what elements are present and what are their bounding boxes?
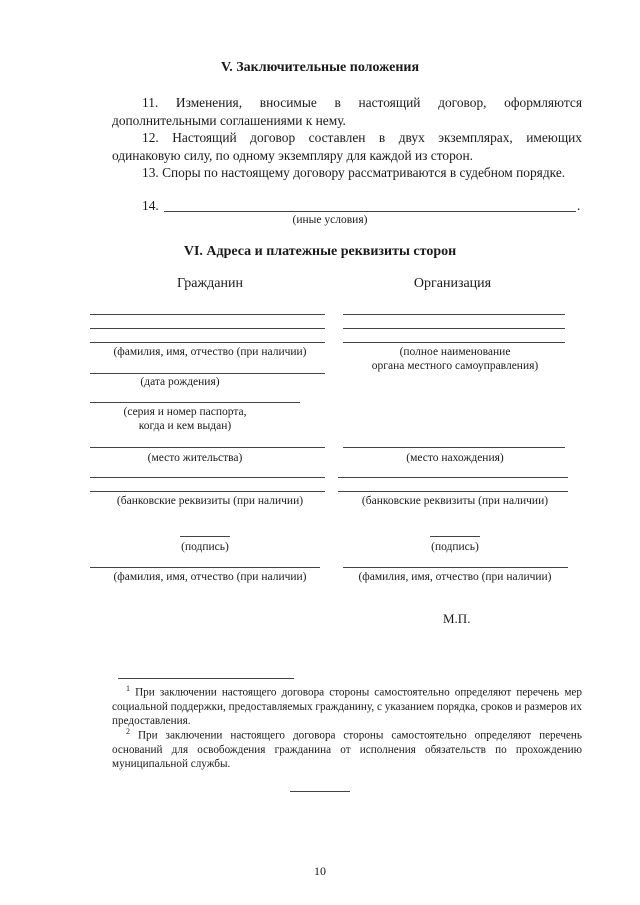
citizen-line — [90, 567, 320, 568]
org-sign-fio-caption: (фамилия, имя, отчество (при наличии) — [358, 571, 552, 583]
footnote-2-text: При заключении настоящего договора стороны самостоятельно определяют перечень оснований для освобождения гражданина от исполнения обязательств по прохождению муниципальной службы. — [112, 729, 582, 770]
citizen-heading: Гражданин — [177, 276, 243, 291]
footnote-2 — [112, 725, 582, 771]
section-5-title: V. Заключительные положения — [220, 60, 420, 75]
passport-caption-1: (серия и номер паспорта, — [123, 406, 247, 418]
org-line — [343, 342, 565, 343]
org-signature-caption: (подпись) — [431, 541, 479, 553]
org-line — [343, 328, 565, 329]
clause-13: 13. Споры по настоящему договору рассматриваются в судебном порядке. — [142, 165, 566, 180]
citizen-line — [90, 314, 325, 315]
organization-heading: Организация — [413, 276, 492, 291]
footnote-separator — [118, 678, 294, 679]
end-separator — [290, 791, 350, 792]
citizen-line — [90, 328, 325, 329]
birth-date-caption: (дата рождения) — [140, 376, 220, 388]
footnote-1-text: При заключении настоящего договора стороны самостоятельно определяют перечень мер социальной поддержки, предоставляемых гражданину, с указанием порядка, сроков и размеров их предоставления. — [112, 686, 582, 727]
footnote-1-mark: 1 — [126, 684, 130, 693]
clause-12: 12. Настоящий договор составлен в двух экземплярах, имеющих одинаковую силу, по одному экземпляру для каждой из сторон. — [112, 130, 582, 163]
section-6-title: VI. Адреса и платежные реквизиты сторон — [183, 244, 457, 259]
org-line — [343, 567, 568, 568]
clause-14-number: 14. — [142, 198, 159, 213]
citizen-signature-caption: (подпись) — [181, 541, 229, 553]
citizen-line — [90, 447, 325, 448]
passport-caption-2: когда и кем выдан) — [138, 420, 232, 432]
citizen-line — [90, 373, 325, 374]
residence-caption: (место жительства) — [147, 452, 243, 464]
clause-14-end: . — [577, 198, 581, 213]
org-bank-caption: (банковские реквизиты (при наличии) — [361, 495, 549, 507]
citizen-sign-fio-caption: (фамилия, имя, отчество (при наличии) — [113, 571, 307, 583]
clause-11: 11. Изменения, вносимые в настоящий договор, оформляются дополнительными соглашениями к нему. — [112, 95, 582, 128]
org-line — [343, 447, 565, 448]
citizen-line — [90, 342, 325, 343]
other-terms-caption: (иные условия) — [292, 214, 368, 226]
org-location-caption: (место нахождения) — [406, 452, 504, 464]
citizen-signature-line — [180, 536, 230, 537]
org-signature-line — [430, 536, 480, 537]
org-line — [338, 491, 568, 492]
citizen-line — [90, 402, 300, 403]
footnote-1 — [112, 682, 582, 728]
org-line — [338, 477, 568, 478]
citizen-fio-caption: (фамилия, имя, отчество (при наличии) — [113, 346, 307, 358]
footnote-2-mark: 2 — [126, 727, 130, 736]
citizen-line — [90, 491, 325, 492]
org-name-caption-1: (полное наименование — [399, 346, 511, 358]
page-number: 10 — [314, 864, 326, 878]
stamp-place-label: М.П. — [443, 611, 471, 626]
citizen-bank-caption: (банковские реквизиты (при наличии) — [116, 495, 304, 507]
citizen-line — [90, 477, 325, 478]
org-line — [343, 314, 565, 315]
clause-14-blank-line — [164, 211, 576, 212]
org-name-caption-2: органа местного самоуправления) — [371, 360, 539, 372]
